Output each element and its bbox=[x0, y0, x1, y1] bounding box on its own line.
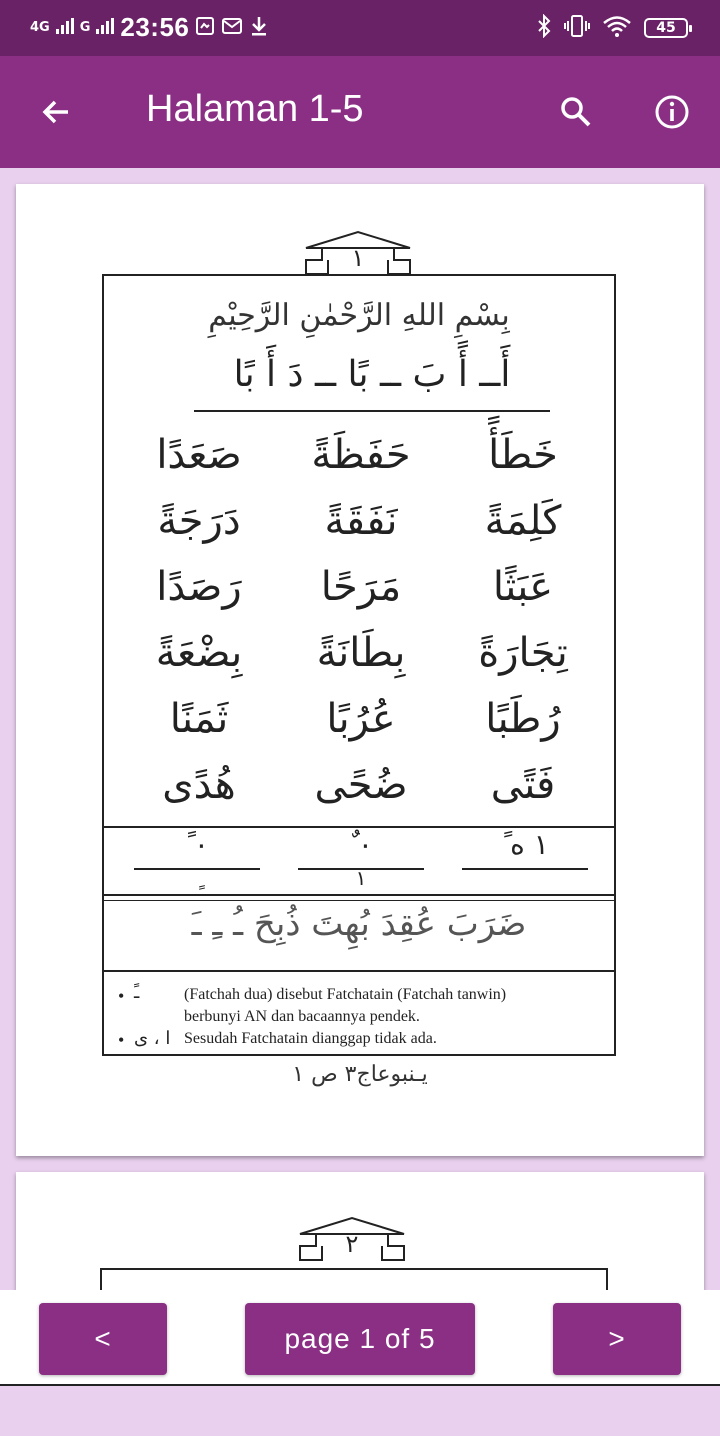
arrow-left-icon bbox=[40, 96, 72, 128]
search-button[interactable] bbox=[550, 86, 602, 138]
page-number: ١ bbox=[351, 244, 365, 272]
signal-icon bbox=[56, 18, 74, 38]
book-reference: يـنبوعاج٣ ص ١ bbox=[292, 1062, 428, 1087]
note-text: berbunyi AN dan bacaannya pendek. bbox=[184, 1008, 420, 1025]
wifi-icon bbox=[602, 14, 632, 42]
mark-cell bbox=[462, 828, 588, 872]
back-button[interactable] bbox=[30, 86, 82, 138]
mark-bottom: ١ bbox=[355, 866, 367, 890]
book-page-2[interactable] bbox=[16, 1172, 704, 1302]
battery-icon: 45 bbox=[644, 18, 688, 38]
note-text: (Fatchah dua) disebut Fatchatain (Fatchah tanwin) bbox=[184, 986, 507, 1003]
word: ثَمَنًا bbox=[169, 696, 229, 742]
info-button[interactable] bbox=[646, 86, 698, 138]
previous-page-button[interactable]: < bbox=[39, 1303, 167, 1375]
note-text: Sesudah Fatchatain dianggap tidak ada. bbox=[184, 1030, 437, 1047]
page-number: ٢ bbox=[345, 1230, 359, 1258]
next-page-button[interactable]: > bbox=[553, 1303, 681, 1375]
basmala: بِسْمِ اللهِ الرَّحْمٰنِ الرَّحِيْمِ bbox=[208, 298, 510, 333]
divider bbox=[194, 410, 550, 412]
word: خَطَأً bbox=[488, 432, 558, 478]
note-mark: ا ، ى bbox=[134, 1028, 171, 1049]
word-row bbox=[124, 620, 598, 686]
word: هُدًى bbox=[162, 762, 236, 808]
word: كَلِمَةً bbox=[484, 498, 562, 544]
divider bbox=[104, 900, 614, 901]
word-row bbox=[124, 686, 598, 752]
word-row bbox=[124, 752, 598, 818]
word: صَعَدًا bbox=[156, 432, 242, 478]
screenshot-icon bbox=[195, 16, 215, 40]
word: رُطَبًا bbox=[485, 696, 561, 742]
info-icon bbox=[653, 93, 691, 131]
word: عَبَثًا bbox=[492, 564, 554, 610]
marks-row bbox=[134, 828, 588, 890]
word: فَتًى bbox=[490, 762, 556, 808]
lesson-frame bbox=[102, 274, 616, 1056]
clock: 23:56 bbox=[120, 12, 190, 42]
mail-icon bbox=[221, 16, 243, 40]
vibrate-icon bbox=[564, 14, 590, 42]
word: بِطَانَةً bbox=[316, 630, 406, 676]
page-title: Halaman 1-5 bbox=[146, 88, 364, 130]
network-4g-icon: 4G bbox=[30, 19, 50, 35]
app-bar bbox=[0, 56, 720, 168]
word: حَفَظَةً bbox=[311, 432, 411, 478]
bottom-navigation bbox=[0, 1290, 720, 1386]
mark-cell bbox=[298, 828, 424, 890]
word: دَرَجَةً bbox=[157, 498, 241, 544]
mark-line bbox=[462, 868, 588, 870]
word: تِجَارَةً bbox=[478, 630, 568, 676]
search-icon bbox=[559, 95, 593, 129]
book-page-1[interactable] bbox=[16, 184, 704, 1156]
word: عُرُبًا bbox=[326, 696, 396, 742]
bullet: • bbox=[118, 1030, 125, 1050]
mark-cell bbox=[134, 828, 260, 872]
word: بِضْعَةً bbox=[155, 630, 243, 676]
example-row: ضَرَبَ عُقِدَ بُهِتَ ذُبِحَ ـُ ـِ ـَ bbox=[191, 904, 527, 944]
mark-top: ً ٠ bbox=[185, 828, 209, 861]
network-g-icon: G bbox=[79, 19, 91, 35]
word: نَفَقَةً bbox=[324, 498, 398, 544]
mark-bottom bbox=[134, 866, 260, 890]
mark-top: ٌ ٠ bbox=[349, 828, 373, 861]
alphabet-row: أَــ أً بَ ــ بًا ــ دَ أَ بًا bbox=[233, 354, 511, 395]
divider bbox=[104, 894, 614, 896]
bullet: • bbox=[118, 986, 125, 1006]
word-grid bbox=[124, 422, 598, 818]
page-indicator-button[interactable]: page 1 of 5 bbox=[245, 1303, 475, 1375]
word-row bbox=[124, 554, 598, 620]
word: مَرَحًا bbox=[320, 564, 402, 610]
status-bar bbox=[0, 0, 720, 56]
divider bbox=[104, 970, 614, 972]
mark-top: ً ١ ه bbox=[501, 828, 549, 861]
word-row bbox=[124, 422, 598, 488]
word-row bbox=[124, 488, 598, 554]
download-icon bbox=[249, 15, 269, 41]
signal-2-icon bbox=[96, 18, 114, 38]
word: ضُحًى bbox=[314, 762, 408, 808]
note-mark: ـً bbox=[134, 982, 140, 1003]
word: رَصَدًا bbox=[156, 564, 242, 610]
bluetooth-icon bbox=[536, 14, 552, 42]
